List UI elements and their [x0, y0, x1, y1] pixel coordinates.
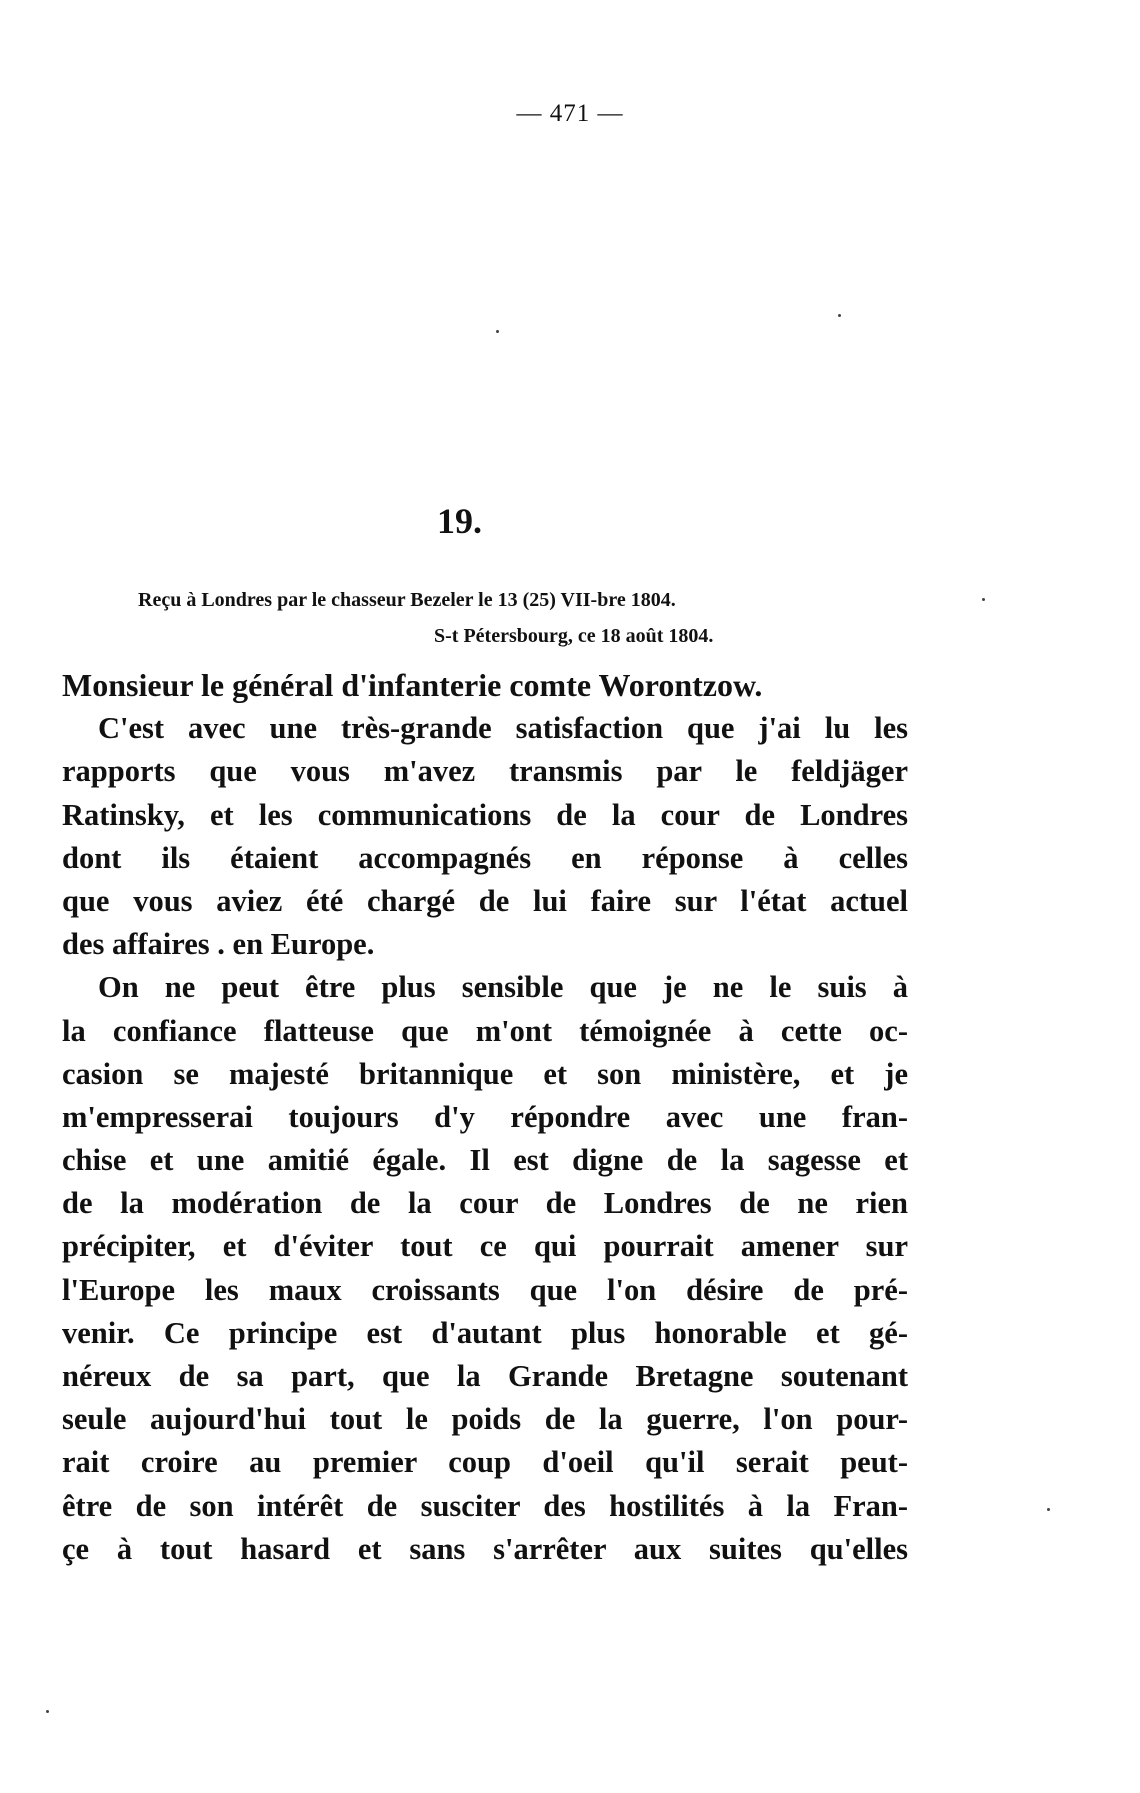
paragraph1-line: des affaires . en Europe.: [62, 927, 375, 962]
receipt-note: [138, 582, 901, 654]
paragraph1-line: C'est avec une très-grande satisfaction que j'ai lu les: [98, 711, 908, 746]
paragraph2-line: l'Europe les maux croissants que l'on désire de pré-: [62, 1272, 908, 1307]
paragraph2-line: chise et une amitié égale. Il est digne de la sagesse et: [62, 1143, 908, 1178]
scan-speck: [838, 314, 841, 317]
page-number: — 471 —: [516, 100, 624, 127]
receipt-line: Reçu à Londres par le chasseur Bezeler le 13 (25) VII-bre 1804.: [138, 589, 676, 611]
paragraph2-line: m'empresserai toujours d'y répondre avec une fran-: [62, 1099, 908, 1134]
dateline: S-t Pétersbourg, ce 18 août 1804.: [434, 625, 714, 647]
paragraph1-line: rapports que vous m'avez transmis par le feldjäger: [62, 754, 908, 789]
paragraph2-line: être de son intérêt de susciter des hostilités à la Fran-: [62, 1488, 908, 1523]
paragraph2-line: de la modération de la cour de Londres de ne rien: [62, 1186, 908, 1221]
paragraph2-line: çe à tout hasard et sans s'arrêter aux suites qu'elles: [62, 1531, 908, 1566]
paragraph2-line: venir. Ce principe est d'autant plus honorable et gé-: [62, 1315, 908, 1350]
paragraph2-line: On ne peut être plus sensible que je ne le suis à: [98, 970, 908, 1005]
scan-speck: [1047, 1508, 1050, 1511]
paragraph2-line: rait croire au premier coup d'oeil qu'il serait peut-: [62, 1445, 908, 1480]
letter-body: [62, 664, 908, 1571]
scan-speck: [982, 598, 985, 601]
paragraph2-line: néreux de sa part, que la Grande Bretagne soutenant: [62, 1359, 908, 1393]
scan-speck: [496, 330, 499, 333]
scan-speck: [46, 1710, 49, 1713]
letter-number: 19.: [437, 501, 482, 541]
paragraph2-line: seule aujourd'hui tout le poids de la guerre, l'on pour-: [62, 1402, 908, 1437]
paragraph1-line: Ratinsky, et les communications de la cour de Londres: [62, 797, 908, 832]
paragraph1-line: dont ils étaient accompagnés en réponse à celles: [62, 840, 908, 875]
paragraph2-line: casion se majesté britannique et son ministère, et je: [62, 1056, 908, 1091]
salutation: Monsieur le général d'infanterie comte Worontzow.: [62, 667, 763, 703]
paragraph2-line: la confiance flatteuse que m'ont témoignée à cette oc-: [62, 1013, 908, 1048]
paragraph2-line: précipiter, et d'éviter tout ce qui pourrait amener sur: [62, 1229, 908, 1264]
paragraph1-line: que vous aviez été chargé de lui faire sur l'état actuel: [62, 883, 908, 918]
